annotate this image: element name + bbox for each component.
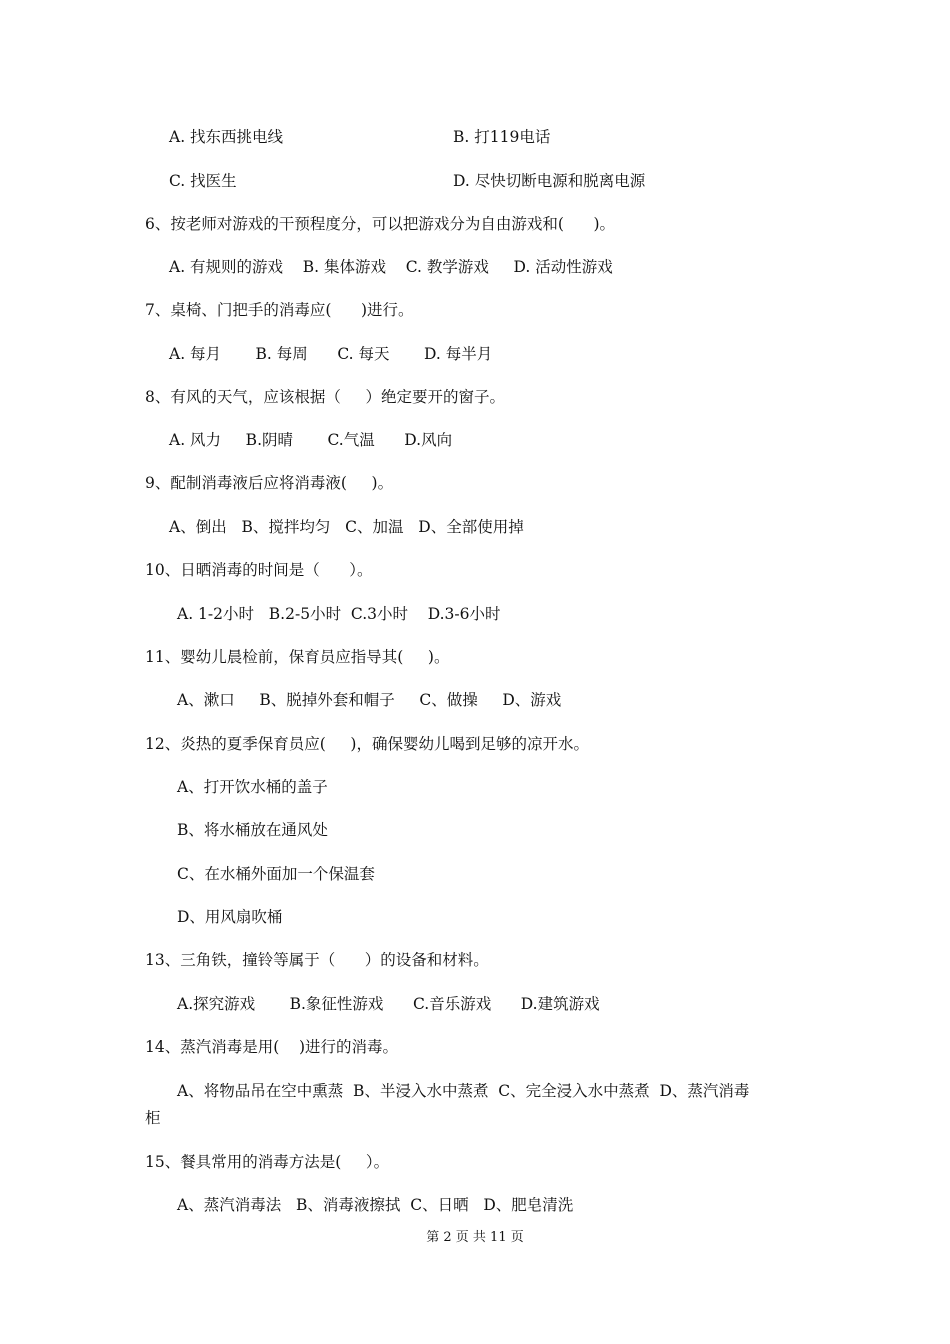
q5-option-d: D. 尽快切断电源和脱离电源 xyxy=(453,172,646,190)
question-9-options: A、倒出 B、搅拌均匀 C、加温 D、全部使用掉 xyxy=(169,518,524,536)
question-11-options: A、漱口 B、脱掉外套和帽子 C、做操 D、游戏 xyxy=(177,691,562,709)
question-15: 15、餐具常用的消毒方法是( ）。 xyxy=(145,1153,390,1171)
question-8: 8、有风的天气，应该根据（ ）绝定要开的窗子。 xyxy=(145,388,505,406)
q5-option-a: A. 找东西挑电线 xyxy=(169,128,284,146)
page-footer: 第 2 页 共 11 页 xyxy=(426,1230,524,1245)
question-12-option-a: A、打开饮水桶的盖子 xyxy=(177,778,328,796)
question-13-options: A.探究游戏 B.象征性游戏 C.音乐游戏 D.建筑游戏 xyxy=(177,995,600,1013)
question-9: 9、配制消毒液后应将消毒液( )。 xyxy=(145,474,394,492)
question-14-options: A、将物品吊在空中熏蒸 B、半浸入水中蒸煮 C、完全浸入水中蒸煮 D、蒸汽消毒 xyxy=(177,1082,750,1100)
question-15-options: A、蒸汽消毒法 B、消毒液擦拭 C、日晒 D、肥皂清洗 xyxy=(177,1196,574,1214)
question-10: 10、日晒消毒的时间是（ ）。 xyxy=(145,561,373,579)
question-12: 12、炎热的夏季保育员应( )，确保婴幼儿喝到足够的凉开水。 xyxy=(145,735,589,753)
question-12-option-c: C、在水桶外面加一个保温套 xyxy=(177,865,375,883)
question-10-options: A. 1-2小时 B.2-5小时 C.3小时 D.3-6小时 xyxy=(177,605,501,623)
question-8-options: A. 风力 B.阴晴 C.气温 D.风向 xyxy=(169,431,453,449)
question-12-option-b: B、将水桶放在通风处 xyxy=(177,821,328,839)
question-7: 7、桌椅、门把手的消毒应( )进行。 xyxy=(145,301,414,319)
question-6-options: A. 有规则的游戏 B. 集体游戏 C. 教学游戏 D. 活动性游戏 xyxy=(169,258,613,276)
question-11: 11、婴幼儿晨检前，保育员应指导其( )。 xyxy=(145,648,450,666)
q5-option-c: C. 找医生 xyxy=(169,172,237,190)
question-12-option-d: D、用风扇吹桶 xyxy=(177,908,283,926)
question-6: 6、按老师对游戏的干预程度分，可以把游戏分为自由游戏和( )。 xyxy=(145,215,616,233)
question-7-options: A. 每月 B. 每周 C. 每天 D. 每半月 xyxy=(169,345,493,363)
question-14-options-wrap: 柜 xyxy=(145,1109,161,1127)
question-14: 14、蒸汽消毒是用( )进行的消毒。 xyxy=(145,1038,399,1056)
q5-option-b: B. 打119电话 xyxy=(453,128,551,146)
question-13: 13、三角铁，撞铃等属于（ ）的设备和材料。 xyxy=(145,951,489,969)
